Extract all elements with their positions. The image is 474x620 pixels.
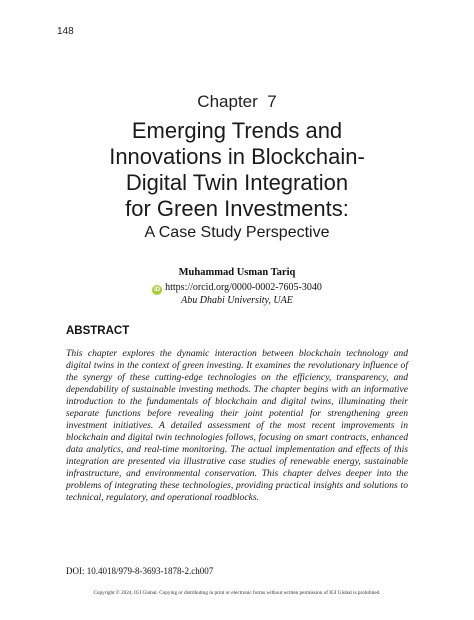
chapter-title [20,118,454,222]
orcid-link[interactable]: https://orcid.org/0000-0002-7605-3040 [165,282,322,293]
chapter-title-line: for Green Investments: [125,196,349,221]
chapter-label: Chapter 7 [197,92,277,111]
chapter-title-line: Digital Twin Integration [125,170,349,195]
author-affiliation: Abu Dhabi University, UAE [181,295,293,306]
abstract-text: This chapter explores the dynamic interaction between blockchain technology and digital twins in the context of green investing. It examines the revolutionary influence of the synergy of these cutting-edge technologies on the efficiency, transparency, and dependability of sustainable investing methods. The chapter begins with an informative introduction to the fundamentals of blockchain and digital twins, illuminating their separate functions before revealing their joint potential for strengthening green investment initiatives. A detailed assessment of the most recent improvements in blockchain and digital twin technologies follows, focusing on smart contracts, enhanced data analytics, and real-time monitoring. The actual implementation and effects of this integration are presented via illustrative case studies of renewable energy, sustainable infrastructure, and environmental conservation. This chapter delves deeper into the problems of integrating these technologies, providing practical insights and solutions to technical, regulatory, and operational roadblocks. [66,348,408,503]
chapter-title-line: Emerging Trends and [131,118,343,143]
chapter-title-line: Innovations in Blockchain- [109,144,365,169]
page-number: 148 [57,26,74,37]
doi: DOI: 10.4018/979-8-3693-1878-2.ch007 [66,566,214,576]
chapter-subtitle: A Case Study Perspective [144,224,330,241]
orcid-icon: iD [154,287,161,293]
copyright-notice: Copyright © 2024, IGI Global. Copying or distributing in print or electronic forms without written permission of IGI Global is prohibited. [93,590,381,596]
author-name: Muhammad Usman Tariq [178,267,296,278]
abstract-heading: ABSTRACT [66,325,130,337]
orcid-line [0,282,474,295]
